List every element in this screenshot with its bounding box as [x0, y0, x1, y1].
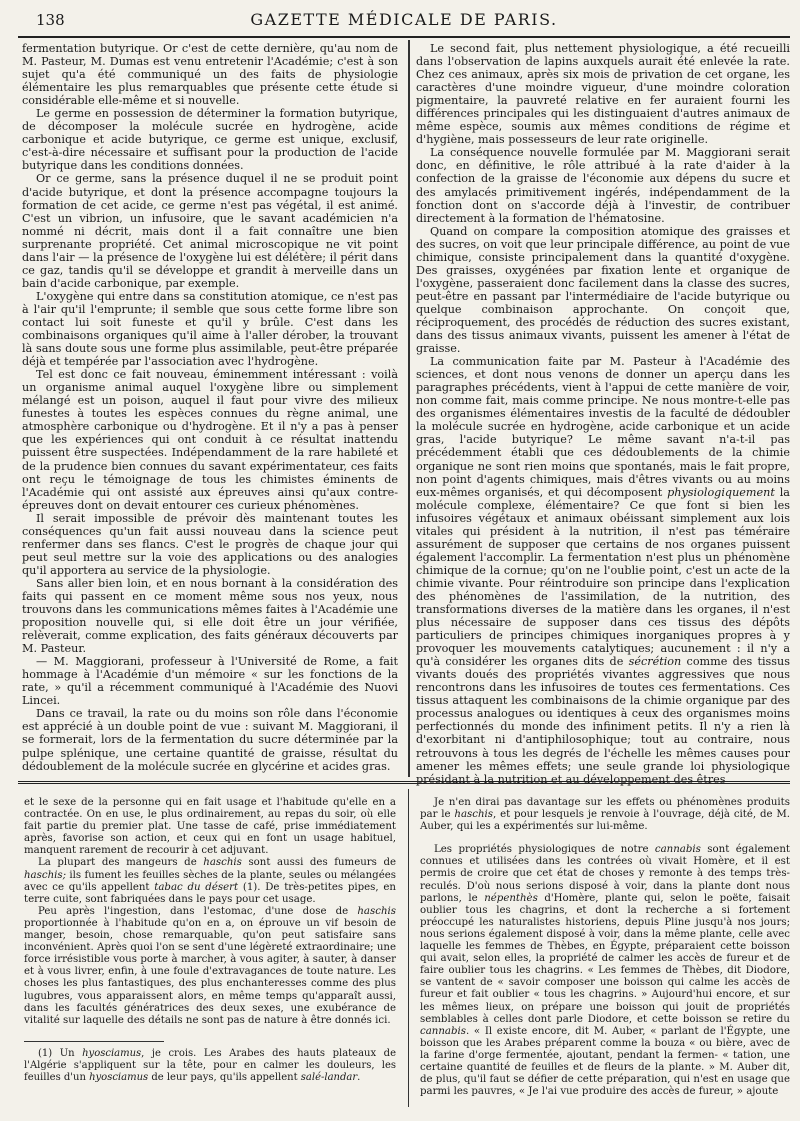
italic-term: cannabis: [420, 1025, 466, 1037]
italic-term: haschis;: [24, 869, 67, 881]
page-number: 138: [36, 11, 65, 29]
italic-term: haschis: [203, 857, 242, 869]
text-run: (1) Un: [38, 1047, 83, 1059]
italic-term: haschis: [357, 905, 396, 917]
text-run: ils fument les feuilles sèches de la plante, seules ou mélangées avec ce qu'ils appellent: [24, 869, 396, 893]
text-run: la molécule complexe, élémentaire? Ce que font si bien les infusoires végétaux et animaux obéissant simplement aux lois vitales qui président à la nutrition, il n'est pas téméraire assurément de supposer que certains de nos organes puissent également l'accomplir. La fermentation n'est plus un phénomène chimique de la cornue; qu'on ne l'oublie point, c'est un acte de la chimie vivante. Pour réintroduire son principe dans l'explication des phénomènes de l'assimilation, de la nutrition, des transformations diverses de la matière dans les organes, il n'est plus nécessaire de supposer dans ces tissus des dépôts particuliers de principes chimiques inorganiques propres à y provoquer les mouvements catalytiques; aucunement : il n'y a qu'à considérer les organes dits de: [416, 485, 790, 669]
text-run: de leur pays, qu'ils appellent: [148, 1071, 301, 1083]
text-run: sont aussi des fumeurs de: [241, 857, 396, 869]
italic-term: hyosciamus: [89, 1071, 149, 1083]
italic-term: népenthès: [484, 892, 538, 904]
text-run: proportionnée à l'habitude qu'on en a, on éprouve un vif besoin de manger, besoin, chose remarquable, qu'on peut satisfaire sans inconvénient. Après quoi l'on se sent d'une légèreté extraordinaire; une force irrésistible vous porte à marcher, à vous agiter, à sauter, à danser et à vous livrer, enfin, à une foule d'extravagances de toute nature. Les choses les plus fantastiques, des plus enchanteresses comme des plus lugubres, vous apparaissent alors, en même temps qu'apparaît aussi, dans les facultés génératrices des deux sexes, une exubérance de vitalité sur laquelle des détails ne sont pas de nature à être donnés ici.: [24, 917, 396, 1026]
paragraph: Tel est donc ce fait nouveau, éminemment intéressant : voilà un organisme animal auquel l'oxygène libre ou simplement mélangé est un poison, auquel il faut pour vivre des milieux funestes à toutes les espèces connues du règne animal, une atmosphère carbonique ou d'hydrogène. Et il n'y a pas à penser que les expériences qui ont conduit à ce résultat inattendu puissent être suspectées. Indépendamment de la rare habileté et de la prudence bien connues du savant expérimentateur, ces faits ont reçu le témoignage de tous les chimistes éminents de l'Académie qui ont assisté aux épreuves ainsi qu'aux contre-épreuves dont on devait entourer ces curieux phénomènes.: [22, 368, 398, 512]
column-divider: [408, 40, 410, 777]
text-run: . « Il existe encore, dit M. Auber, « parlant de l'Égypte, une boisson que les Arabes préparent comme la bouza « ou bière, avec de la farine d'orge fermentée, ajoutant, pendant la fermen- « tation, une certaine quantité de feuilles et de fleurs de la plante. » M. Auber dit, de plus, qu'il faut se défier de cette préparation, qui n'est en usage que parmi les pauvres, « Je l'ai vue produire des accès de fureur, » ajoute: [420, 1025, 790, 1098]
header-rule: [18, 36, 790, 38]
paragraph: [24, 857, 396, 905]
paragraph: Le second fait, plus nettement physiologique, a été recueilli dans l'observation de lapins auxquels aurait été enlevée la rate. Chez ces animaux, après six mois de privation de cet organe, les caractères d'une moindre vigueur, d'une moindre coloration pigmentaire, la pauvreté relative en fer auraient fourni les différences principales qui les distinguaient d'autres animaux de même espèce, soumis aux mêmes conditions de régime et d'hygiène, mais possesseurs de leur rate originelle.: [416, 42, 790, 147]
italic-term: salé-landar: [300, 1071, 358, 1083]
page-header: [18, 8, 790, 34]
column-divider: [408, 789, 409, 1107]
italic-term: physiologiquement: [667, 485, 775, 499]
paragraph: [420, 797, 790, 833]
paragraph: et le sexe de la personne qui en fait usage et l'habitude qu'elle en a contractée. On en use, le plus ordinairement, au repas du soir, où elle fait partie du premier plat. Une tasse de café, prise immédiatement après, favorise son action, et ceux qui en font un usage habituel, manquent rarement de recourir à cet adjuvant.: [24, 797, 396, 857]
paragraph: L'oxygène qui entre dans sa constitution atomique, ce n'est pas à l'air qu'il l'emprunte; il semble que sous cette forme libre son contact lui soit funeste et qu'il y brûle. C'est dans les combinaisons organiques qu'il aime à l'aller dérober, la trouvant là sans doute sous une forme plus assimilable, peut-être préparée déjà et tempérée par l'association avec l'hydrogène.: [22, 289, 398, 369]
paragraph: [24, 906, 396, 1027]
italic-term: hyosciamus: [82, 1047, 142, 1059]
text-run: , et pour lesquels je renvoie à l'ouvrage, déjà cité, de M. Auber, qui les a expérimentés sur lui-même.: [420, 809, 790, 833]
paragraph: La conséquence nouvelle formulée par M. Maggiorani serait donc, en définitive, le rôle attribué à la rate d'aider à la confection de la graisse de l'économie aux dépens du sucre et des amylacés primitivement ingérés, indépendamment de la fonction dont on s'accorde déjà à l'investir, de contribuer directement à la formation de l'hématosine.: [416, 146, 790, 225]
italic-term: haschis: [454, 809, 494, 821]
paragraph: Or ce germe, sans la présence duquel il ne se produit point d'acide butyrique, et dont la présence accompagne toujours la formation de cet acide, ce germe n'est pas végétal, il est animé. C'est un vibrion, un infusoire, que le savant académicien n'a nommé ni décrit, mais dont il a fait connaître une bien surprenante propriété. Cet animal microscopique ne vit point dans l'air — la présence de l'oxygène lui est délétère; il périt dans ce gaz, tandis qu'il se développe et grandit à merveille dans un bain d'acide carbonique, par exemple.: [22, 172, 398, 290]
feuilleton-right-column: [420, 797, 790, 1107]
italic-term: cannabis: [654, 844, 701, 856]
text-run: Je n'en dirai pas davantage sur les effets ou phénomènes produits par le: [420, 797, 790, 821]
paragraph: Le germe en possession de déterminer la formation butyrique, de décomposer la molécule sucrée en hydrogène, acide carbonique et acide butyrique, ce germe est unique, exclusif, c'est-à-dire nécessaire et suffisant pour la production de l'acide butyrique dans les conditions données.: [22, 107, 398, 173]
text-run: Peu après l'ingestion, dans l'estomac, d'une dose de: [38, 905, 358, 917]
text-run: , je crois. Les Arabes des hauts plateaux de l'Algérie s'appliquent sur la tête, pour en calmer les douleurs, les feuilles d'un: [24, 1047, 396, 1083]
spacer: [420, 833, 790, 844]
paragraph: [420, 844, 790, 1098]
text-run: comme des tissus vivants doués des propriétés vivantes aggressives que nous rencontrons dans les infusoires de toutes ces fermentations. Ces tissus attaquent les combinaisons de la chimie organique par des processus analogues ou identiques à ceux des organismes moins perfectionnés du monde des infiniment petits. Il n'y a rien là d'exorbitant ni d'antiphilosophique; tout au contraire, nous retrouvons à tous les degrés de l'échelle les mêmes causes pour amener les mêmes effets; une seule grande loi physiologique présidant à la nutrition et au développement des êtres: [416, 655, 790, 786]
text-run: d'Homère, plante qui, selon le poëte, faisait oublier tous les chagrins, et dont la recherche a si fortement préoccupé les naturalistes historiens, depuis Pline jusqu'à nos jours; nous serions également disposé à voir, dans la même plante, celle avec laquelle les femmes de Thèbes, en Égypte, préparaient cette boisson qui avait, selon elles, la propriété de calmer les accès de fureur et de faire oublier tous les chagrins. « Les femmes de Thèbes, dit Diodore, se vantent de « savoir composer une boisson qui calme les accès de fureur et fait oublier « tous les chagrins. » Aujourd'hui encore, et sur les mêmes lieux, on prépare une boisson qui jouit de propriétés semblables à celles dont parle Diodore, et cette boisson se retire du: [420, 892, 790, 1025]
paragraph: Dans ce travail, la rate ou du moins son rôle dans l'économie est apprécié à un double point de vue : suivant M. Maggiorani, il se formerait, lors de la fermentation du sucre déterminée par la pulpe splénique, une certaine quantité de graisse, résultat du dédoublement de la molécule sucrée en glycérine et acides gras.: [22, 707, 398, 773]
paragraph: Il serait impossible de prévoir dès maintenant toutes les conséquences qu'un fait aussi nouveau dans la science peut renfermer dans ses flancs. C'est le progrès de chaque jour qui peut seul mettre sur la voie des applications ou des analogies qu'il apportera au service de la physiologie.: [22, 511, 398, 577]
italic-term: tabac du désert: [154, 881, 239, 893]
text-run: (1). De très-petites pipes, en terre cuite, sont fabriquées dans le pays pour cet usage.: [24, 881, 396, 905]
text-run: La plupart des mangeurs de: [38, 857, 204, 869]
paragraph: [416, 355, 790, 786]
text-run: La communication faite par M. Pasteur à l'Académie des sciences, et dont nous venons de donner un aperçu dans les paragraphes précédents, vient à l'appui de cette manière de voir, non comme fait, mais comme principe. Ne nous montre-t-elle pas des organismes élémentaires investis de la faculté de dédoubler la molécule sucrée en hydrogène, acide carbonique et un acide gras, l'acide butyrique? Le même savant n'a-t-il pas précédemment établi que ces dédoublements de la chimie organique ne sont rien moins que spontanés, mais le fait propre, non point d'agents chimiques, mais d'êtres vivants ou au moins eux-mêmes organisés, et qui décomposent: [416, 355, 790, 499]
italic-term: sécrétion: [628, 655, 682, 669]
text-run: .: [357, 1071, 361, 1083]
footnote-rule: [24, 1041, 164, 1042]
journal-title: GAZETTE MÉDICALE DE PARIS.: [250, 10, 558, 29]
paragraph: Quand on compare la composition atomique des graisses et des sucres, on voit que leur principale différence, au point de vue chimique, consiste principalement dans la quantité d'oxygène. Des graisses, oxygénées par fixation lente et organique de l'oxygène, passeraient donc facilement dans la classe des sucres, peut-être en passant par l'intermédiaire de l'acide butyrique ou quelque combinaison approchante. On conçoit que, réciproquement, des procédés de réduction des sucres existant, dans des tissus animaux vivants, puissent les amener à l'état de graisse.: [416, 224, 790, 356]
footnote: [24, 1048, 396, 1084]
feuilleton-left-column: [24, 797, 396, 1097]
upper-left-column: [22, 42, 398, 774]
paragraph: Sans aller bien loin, et en nous bornant à la considération des faits qui passent en ce moment même sous nos yeux, nous trouvons dans les communications mêmes faites à l'Académie une proposition nouvelle qui, si elle doit être un jour vérifiée, relèverait, comme explication, des faits généraux découverts par M. Pasteur.: [22, 576, 398, 656]
upper-right-column: [416, 42, 790, 786]
section-divider: [18, 781, 790, 787]
text-run: sont également connues et utilisées dans les contrées où vivait Homère, et il est permis de croire que cet état de choses y remonte à des temps très-reculés. D'où nous serions disposé à voir, dans la plante dont nous parlons, le: [420, 844, 790, 904]
paragraph: — M. Maggiorani, professeur à l'Université de Rome, a fait hommage à l'Académie d'un mémoire « sur les fonctions de la rate, » qu'il a récemment communiqué à l'Académie des Nuovi Lincei.: [22, 655, 398, 708]
paragraph: fermentation butyrique. Or c'est de cette dernière, qu'au nom de M. Pasteur, M. Dumas est venu entretenir l'Académie; c'est à son sujet qu'a été communiqué un des faits de physiologie élémentaire les plus remarquables que présente cette étude si considérable elle-même et si nouvelle.: [22, 42, 398, 108]
text-run: Les propriétés physiologiques de notre: [434, 844, 655, 856]
